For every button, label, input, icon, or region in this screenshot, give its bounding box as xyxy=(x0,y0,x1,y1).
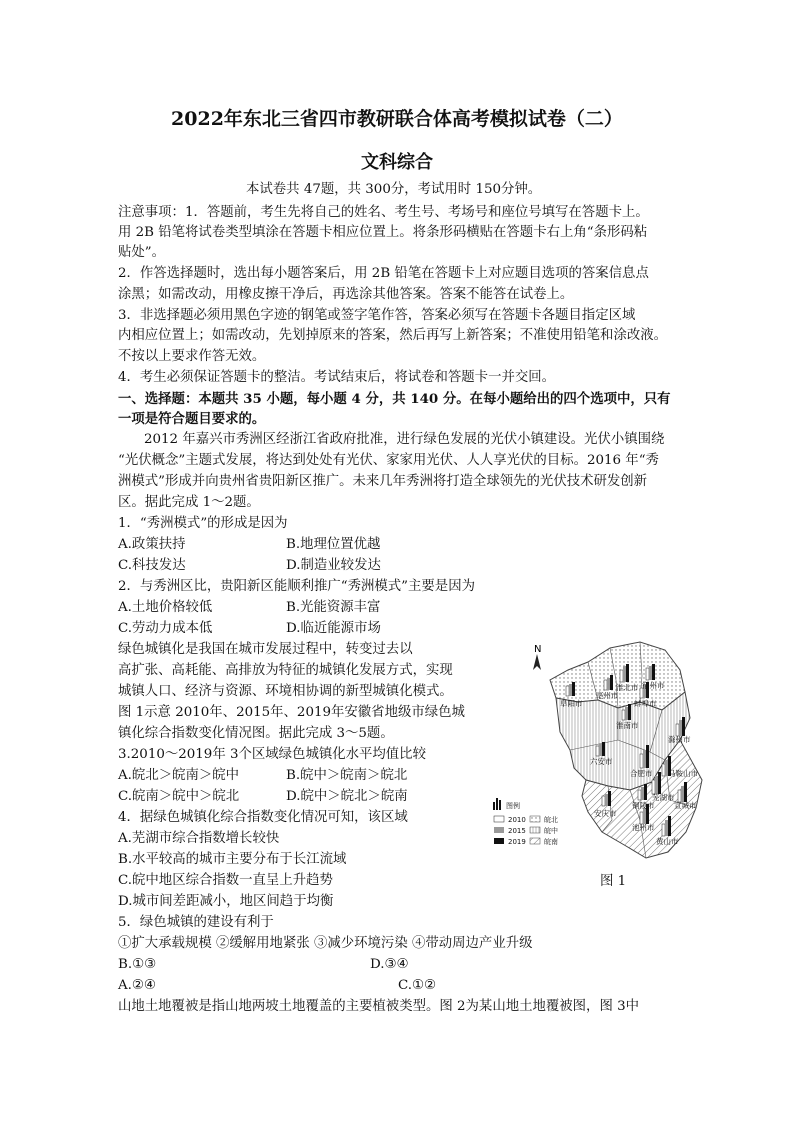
section-heading: 一项是符合题目要求的。 xyxy=(118,411,266,427)
note-line: 注意事项：1．答题前，考生先将自己的姓名、考生号、考场号和座位号填写在答题卡上。 xyxy=(118,205,649,220)
note-line: 不按以上要求作答无效。 xyxy=(118,349,266,364)
option: B.地理位置优越 xyxy=(286,537,381,552)
passage-line: 洲模式”形成并向贵州省贵阳新区推广。未来几年秀洲将打造全球领先的光伏技术研发创新 xyxy=(118,474,648,489)
option: A.②④ xyxy=(118,978,156,993)
exam-info: 本试卷共 47题，共 300分，考试用时 150分钟。 xyxy=(246,182,542,197)
note-line: 内相应位置上；如需改动，先划掉原来的答案，然后再写上新答案；不准使用铅笔和涂改液。 xyxy=(118,328,668,343)
passage-line: 山地土地覆被是指山地两坡土地覆盖的主要植被类型。图 2为某山地土地覆被图，图 3中 xyxy=(118,999,640,1014)
city-label: 宣城市 xyxy=(674,801,697,810)
option: C.①② xyxy=(398,978,437,993)
svg-text:2019: 2019 xyxy=(508,838,526,846)
note-line: 涂黑；如需改动，用橡皮擦干净后，再选涂其他答案。答案不能答在试卷上。 xyxy=(118,287,574,302)
option: B.皖中＞皖南＞皖北 xyxy=(286,768,408,783)
svg-text:皖中: 皖中 xyxy=(544,827,558,835)
north-arrow-icon xyxy=(533,644,541,670)
passage-line: 高扩张、高耗能、高排放为特征的城镇化发展方式，实现 xyxy=(118,663,453,678)
option: D.制造业较发达 xyxy=(286,558,381,573)
passage-line: 区。据此完成 1～2题。 xyxy=(118,495,260,510)
svg-text:2015: 2015 xyxy=(508,827,526,835)
question-stem: 4．据绿色城镇化综合指数变化情况可知，该区域 xyxy=(118,810,408,825)
city-label: 芜湖市 xyxy=(652,793,675,802)
passage-line: 绿色城镇化是我国在城市发展过程中，转变过去以 xyxy=(118,642,413,657)
subject-title: 文科综合 xyxy=(361,152,433,173)
section-heading: 一、选择题：本题共 35 小题，每小题 4 分，共 140 分。在每小题给出的四个选项中，只有 xyxy=(118,391,671,407)
passage-line: “光伏概念”主题式发展，将达到处处有光伏、家家用光伏、人人享光伏的目标。2016 年“秀 xyxy=(118,453,659,468)
option: A.土地价格较低 xyxy=(118,600,213,615)
option: D.城市间差距减小，地区间趋于均衡 xyxy=(118,894,334,909)
city-label: 合肥市 xyxy=(630,769,653,778)
option: B.水平较高的城市主要分布于长江流域 xyxy=(118,852,347,867)
city-label: 马鞍山市 xyxy=(668,769,698,778)
city-label: 蚌埠市 xyxy=(634,699,657,708)
note-line: 3．非选择题必须用黑色字迹的钢笔或签字笔作答，答案必须写在答题卡各题目指定区域 xyxy=(118,308,636,323)
city-label: 铜陵市 xyxy=(632,801,655,810)
city-label: 黄山市 xyxy=(656,837,679,846)
city-label: 滁州市 xyxy=(668,735,691,744)
svg-text:图例: 图例 xyxy=(506,802,520,810)
city-label: 淮北市 xyxy=(616,683,639,692)
passage-line: 2012 年嘉兴市秀洲区经浙江省政府批准，进行绿色发展的光伏小镇建设。光伏小镇围绕 xyxy=(144,432,665,447)
option: C.皖中地区综合指数一直呈上升趋势 xyxy=(118,873,333,888)
anhui-map-figure xyxy=(490,640,760,890)
option: A.政策扶持 xyxy=(118,537,186,552)
north-label: N xyxy=(534,644,542,655)
map-legend xyxy=(494,798,558,846)
city-label: 亳州市 xyxy=(596,691,619,700)
question-items: ①扩大承载规模 ②缓解用地紧张 ③减少环境污染 ④带动周边产业升级 xyxy=(118,936,533,951)
svg-text:皖北: 皖北 xyxy=(544,816,558,824)
city-label: 阜阳市 xyxy=(560,699,583,708)
note-line: 4．考生必须保证答题卡的整洁。考试结束后，将试卷和答题卡一并交回。 xyxy=(118,370,556,385)
option: D.③④ xyxy=(370,957,409,972)
question-stem: 5．绿色城镇的建设有利于 xyxy=(118,915,274,930)
option: C.劳动力成本低 xyxy=(118,621,213,636)
option: B.①③ xyxy=(118,957,157,972)
note-line: 用 2B 铅笔将试卷类型填涂在答题卡相应位置上。将条形码横贴在答题卡右上角“条形码粘 xyxy=(118,225,648,240)
option: C.科技发达 xyxy=(118,558,186,573)
passage-line: 城镇人口、经济与资源、环境相协调的新型城镇化模式。 xyxy=(118,684,453,699)
question-stem: 2．与秀洲区比，贵阳新区能顺利推广“秀洲模式”主要是因为 xyxy=(118,579,475,594)
option: A.皖北＞皖南＞皖中 xyxy=(118,768,240,783)
option: D.皖中＞皖北＞皖南 xyxy=(286,789,408,804)
svg-text:皖南: 皖南 xyxy=(544,838,558,846)
figure-caption: 图 1 xyxy=(600,874,627,889)
option: A.芜湖市综合指数增长较快 xyxy=(118,831,280,846)
option: B.光能资源丰富 xyxy=(286,600,381,615)
city-label: 淮南市 xyxy=(616,721,639,730)
question-stem: 3.2010～2019年 3个区域绿色城镇化水平均值比较 xyxy=(118,747,426,762)
exam-title: 2022年东北三省四市教研联合体高考模拟试卷（二） xyxy=(171,108,623,130)
city-label: 宿州市 xyxy=(642,681,665,690)
city-label: 池州市 xyxy=(632,823,655,832)
city-label: 安庆市 xyxy=(594,809,617,818)
svg-text:2010: 2010 xyxy=(508,816,526,824)
passage-line: 镇化综合指数变化情况图。据此完成 3～5题。 xyxy=(118,726,394,741)
note-line: 2．作答选择题时，选出每小题答案后，用 2B 铅笔在答题卡上对应题目选项的答案信息点 xyxy=(118,266,649,281)
passage-line: 图 1示意 2010年、2015年、2019年安徽省地级市绿色城 xyxy=(118,705,465,720)
city-label: 六安市 xyxy=(590,757,613,766)
option: D.临近能源市场 xyxy=(286,621,381,636)
question-stem: 1．“秀洲模式”的形成是因为 xyxy=(118,516,288,531)
option: C.皖南＞皖中＞皖北 xyxy=(118,789,240,804)
note-line: 贴处”。 xyxy=(118,245,166,260)
